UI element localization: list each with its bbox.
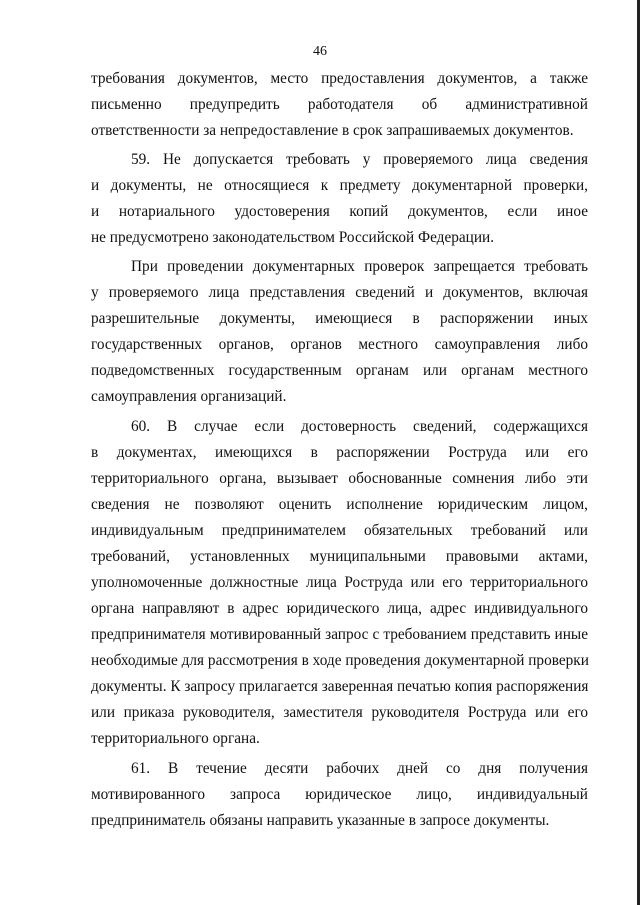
- text-line: предприниматель обязаны направить указанные в запросе документы.: [91, 812, 550, 829]
- text-line: или приказа руководителя, заместителя руководителя Роструда или его: [91, 704, 588, 721]
- text-line: территориального органа, вызывает обоснованные сомнения либо эти: [91, 470, 588, 487]
- text-line: самоуправления организаций.: [91, 388, 287, 405]
- text-line: 60. В случае если достоверность сведений, содержащихся: [131, 418, 588, 435]
- text-line: территориального органа.: [91, 730, 260, 747]
- text-line: При проведении документарных проверок запрещается требовать: [131, 258, 588, 275]
- text-line: ответственности за непредоставление в срок запрашиваемых документов.: [91, 122, 574, 139]
- text-line: письменно предупредить работодателя об административной: [91, 96, 588, 113]
- text-line: 61. В течение десяти рабочих дней со дня получения: [131, 760, 588, 777]
- text-line: требований, установленных муниципальными правовыми актами,: [91, 548, 588, 565]
- text-line: 59. Не допускается требовать у проверяемого лица сведения: [131, 151, 588, 168]
- text-line: подведомственных государственным органам или органам местного: [91, 362, 588, 379]
- text-line: мотивированного запроса юридическое лицо, индивидуальный: [91, 786, 588, 803]
- text-line: не предусмотрено законодательством Российской Федерации.: [91, 229, 495, 246]
- text-line: документы. К запросу прилагается заверенная печатью копия распоряжения: [91, 678, 589, 695]
- text-line: государственных органов, органов местного самоуправления либо: [91, 336, 588, 353]
- text-line: требования документов, место предоставления документов, а также: [91, 70, 588, 87]
- text-line: необходимые для рассмотрения в ходе проведения документарной проверки: [91, 652, 589, 669]
- text-line: у проверяемого лица представления сведений и документов, включая: [91, 284, 588, 301]
- text-line: сведения не позволяют оценить исполнение юридическим лицом,: [91, 496, 588, 513]
- text-line: и документы, не относящиеся к предмету документарной проверки,: [91, 177, 588, 194]
- text-line: уполномоченные должностные лица Роструда или его территориального: [91, 574, 588, 591]
- text-line: разрешительные документы, имеющиеся в распоряжении иных: [91, 310, 588, 327]
- text-line: индивидуальным предпринимателем обязательных требований или: [91, 522, 588, 539]
- text-line: в документах, имеющихся в распоряжении Роструда или его: [91, 444, 588, 461]
- page-number: 46: [313, 44, 327, 59]
- text-line: органа направляют в адрес юридического лица, адрес индивидуального: [91, 600, 588, 617]
- text-line: и нотариального удостоверения копий документов, если иное: [91, 203, 588, 220]
- text-line: предпринимателя мотивированный запрос с требованием представить иные: [91, 626, 588, 643]
